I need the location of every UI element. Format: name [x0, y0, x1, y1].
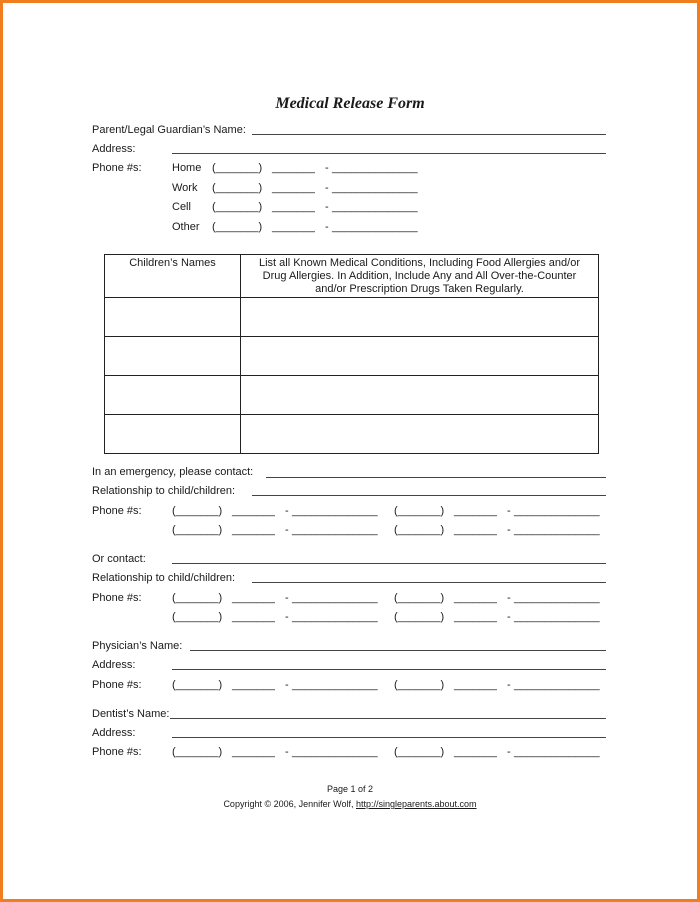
copyright-text: Copyright © 2006, Jennifer Wolf,: [223, 799, 356, 809]
phone-type-label: Other: [172, 221, 200, 233]
child-conditions-cell[interactable]: [241, 337, 599, 376]
dentist-address-field[interactable]: [172, 737, 606, 738]
phone-dash: -: [285, 611, 289, 623]
phone-dash: -: [325, 162, 329, 174]
child-name-cell[interactable]: [105, 415, 241, 454]
area-code-field[interactable]: (_______): [172, 524, 223, 536]
conditions-header: [241, 255, 599, 298]
phone-dash: -: [325, 221, 329, 233]
phone-dash: -: [285, 592, 289, 604]
dentist-name-field[interactable]: [170, 718, 606, 719]
phone-type-label: Cell: [172, 201, 191, 213]
phone-line-field[interactable]: ______________: [514, 524, 600, 536]
phone-line-field[interactable]: ______________: [332, 201, 418, 213]
area-code-field[interactable]: (_______): [212, 221, 263, 233]
dentist-address-label: Address:: [92, 727, 136, 739]
phone-prefix-field[interactable]: _______: [232, 505, 275, 517]
phone-dash: -: [285, 505, 289, 517]
phone-line-field[interactable]: ______________: [292, 592, 378, 604]
dentist-name-label: Dentist’s Name:: [92, 708, 170, 720]
area-code-field[interactable]: (_______): [394, 592, 445, 604]
area-code-field[interactable]: (_______): [394, 679, 445, 691]
phone-type-label: Home: [172, 162, 202, 174]
area-code-field[interactable]: (_______): [394, 524, 445, 536]
other-relationship-field[interactable]: [252, 582, 606, 583]
physician-name-label: Physician’s Name:: [92, 640, 183, 652]
phone-dash: -: [325, 182, 329, 194]
phone-line-field[interactable]: ______________: [292, 524, 378, 536]
physician-phone-label: Phone #s:: [92, 679, 142, 691]
phone-line-field[interactable]: ______________: [514, 505, 600, 517]
phone-prefix-field[interactable]: _______: [272, 201, 315, 213]
phone-prefix-field[interactable]: _______: [272, 221, 315, 233]
phone-dash: -: [507, 524, 511, 536]
phone-prefix-field[interactable]: _______: [454, 679, 497, 691]
phone-line-field[interactable]: ______________: [332, 182, 418, 194]
phone-prefix-field[interactable]: _______: [232, 592, 275, 604]
area-code-field[interactable]: (_______): [394, 505, 445, 517]
physician-address-label: Address:: [92, 659, 136, 671]
area-code-field[interactable]: (_______): [212, 182, 263, 194]
area-code-field[interactable]: (_______): [172, 505, 223, 517]
guardian-name-field[interactable]: [252, 134, 606, 135]
phone-line-field[interactable]: ______________: [332, 162, 418, 174]
area-code-field[interactable]: (_______): [394, 746, 445, 758]
phone-prefix-field[interactable]: _______: [454, 505, 497, 517]
conditions-header-text: List all Known Medical Conditions, Including Food Allergies and/or Drug Allergies. In Addition, Include Any and All Over-the-Counter and/or Prescription Drugs Taken Regularly.: [258, 257, 580, 295]
phone-prefix-field[interactable]: _______: [232, 524, 275, 536]
emergency-contact-label: In an emergency, please contact:: [92, 466, 254, 478]
area-code-field[interactable]: (_______): [172, 746, 223, 758]
phone-prefix-field[interactable]: _______: [454, 524, 497, 536]
area-code-field[interactable]: (_______): [212, 162, 263, 174]
other-phone-label: Phone #s:: [92, 592, 142, 604]
child-conditions-cell[interactable]: [241, 415, 599, 454]
phone-prefix-field[interactable]: _______: [232, 746, 275, 758]
area-code-field[interactable]: (_______): [172, 679, 223, 691]
phone-type-label: Work: [172, 182, 198, 194]
phone-dash: -: [285, 524, 289, 536]
phone-prefix-field[interactable]: _______: [454, 592, 497, 604]
phone-prefix-field[interactable]: _______: [272, 182, 315, 194]
child-name-cell[interactable]: [105, 298, 241, 337]
children-names-header: Children’s Names: [105, 255, 241, 298]
child-conditions-cell[interactable]: [241, 298, 599, 337]
phone-line-field[interactable]: ______________: [514, 611, 600, 623]
phone-dash: -: [507, 679, 511, 691]
guardian-phone-label: Phone #s:: [92, 162, 142, 174]
area-code-field[interactable]: (_______): [172, 611, 223, 623]
area-code-field[interactable]: (_______): [212, 201, 263, 213]
phone-dash: -: [325, 201, 329, 213]
phone-dash: -: [507, 746, 511, 758]
emergency-relationship-field[interactable]: [252, 495, 606, 496]
area-code-field[interactable]: (_______): [394, 611, 445, 623]
page-number: Page 1 of 2: [326, 784, 374, 794]
area-code-field[interactable]: (_______): [172, 592, 223, 604]
other-contact-field[interactable]: [172, 563, 606, 564]
phone-dash: -: [285, 679, 289, 691]
phone-dash: -: [507, 611, 511, 623]
child-conditions-cell[interactable]: [241, 376, 599, 415]
phone-dash: -: [507, 592, 511, 604]
phone-prefix-field[interactable]: _______: [454, 746, 497, 758]
physician-address-field[interactable]: [172, 669, 606, 670]
phone-dash: -: [507, 505, 511, 517]
emergency-contact-field[interactable]: [266, 477, 606, 478]
dentist-phone-label: Phone #s:: [92, 746, 142, 758]
guardian-name-label: Parent/Legal Guardian’s Name:: [92, 124, 246, 136]
emergency-relationship-label: Relationship to child/children:: [92, 485, 236, 497]
emergency-phone-label: Phone #s:: [92, 505, 142, 517]
child-name-cell[interactable]: [105, 337, 241, 376]
phone-line-field[interactable]: ______________: [514, 746, 600, 758]
phone-line-field[interactable]: ______________: [292, 679, 378, 691]
source-link[interactable]: http://singleparents.about.com: [355, 799, 477, 809]
phone-line-field[interactable]: ______________: [332, 221, 418, 233]
guardian-address-field[interactable]: [172, 153, 606, 154]
phone-prefix-field[interactable]: _______: [272, 162, 315, 174]
other-contact-label: Or contact:: [92, 553, 146, 565]
phone-line-field[interactable]: ______________: [292, 746, 378, 758]
phone-line-field[interactable]: ______________: [292, 505, 378, 517]
children-conditions-table: [104, 254, 599, 454]
phone-prefix-field[interactable]: _______: [232, 611, 275, 623]
phone-line-field[interactable]: ______________: [514, 592, 600, 604]
other-relationship-label: Relationship to child/children:: [92, 572, 236, 584]
copyright-line: [0, 799, 700, 810]
physician-name-field[interactable]: [190, 650, 606, 651]
guardian-address-label: Address:: [92, 143, 136, 155]
phone-line-field[interactable]: ______________: [292, 611, 378, 623]
phone-prefix-field[interactable]: _______: [454, 611, 497, 623]
phone-dash: -: [285, 746, 289, 758]
phone-line-field[interactable]: ______________: [514, 679, 600, 691]
child-name-cell[interactable]: [105, 376, 241, 415]
phone-prefix-field[interactable]: _______: [232, 679, 275, 691]
form-title: Medical Release Form: [275, 95, 425, 112]
